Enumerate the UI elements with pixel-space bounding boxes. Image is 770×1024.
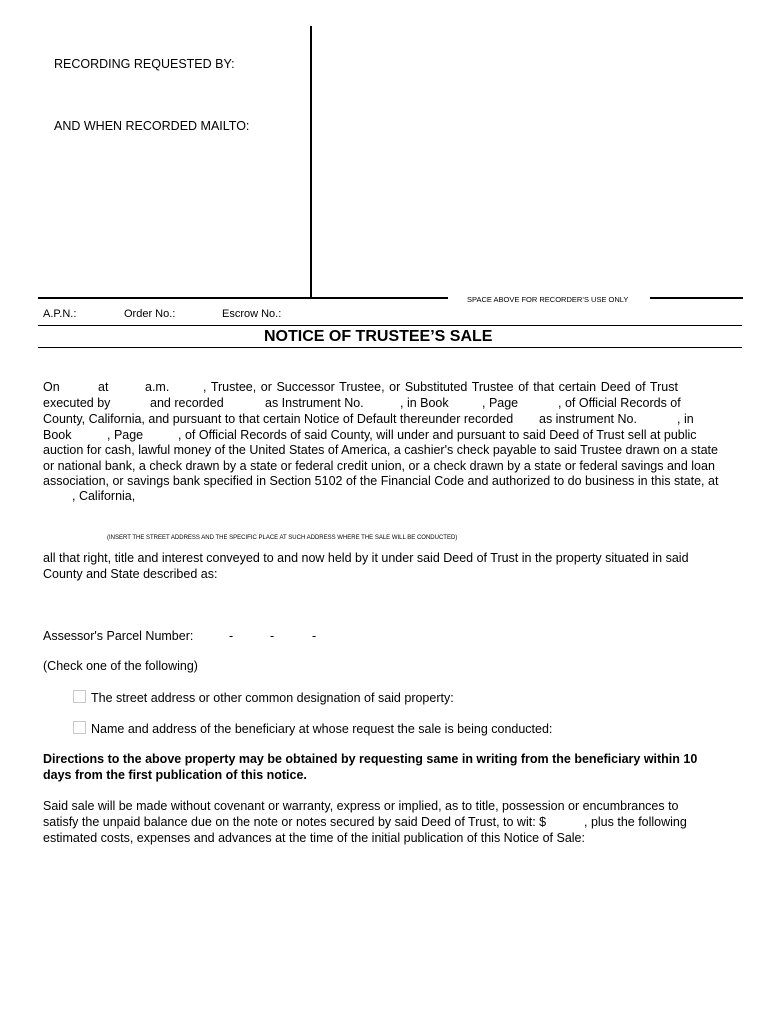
para3-line3: estimated costs, expenses and advances at the time of the initial publication of this Notice of Sale: — [43, 831, 585, 845]
para1-line7: association, or savings bank specified in Section 5102 of the Financial Code and authorized to do business in this state, at — [43, 474, 719, 488]
title-top-rule — [38, 325, 742, 326]
apn-number-label: Assessor's Parcel Number: — [43, 629, 194, 643]
para1-executed-by: executed by — [43, 396, 111, 410]
beneficiary-checkbox[interactable] — [73, 721, 86, 734]
para1-line3-a: County, California, and pursuant to that certain Notice of Default thereunder recorded — [43, 412, 514, 426]
para1-at: at — [98, 380, 109, 394]
header-bottom-rule-right — [650, 297, 743, 299]
header-bottom-rule-left — [38, 297, 448, 299]
para3-line2-a: satisfy the unpaid balance due on the note or notes secured by said Deed of Trust, to wit: $ — [43, 815, 547, 829]
apn-dash-1: - — [229, 629, 234, 643]
recorder-use-only-label: SPACE ABOVE FOR RECORDER’S USE ONLY — [467, 295, 629, 304]
para1-official-records: , of Official Records of — [558, 396, 681, 410]
street-address-checkbox[interactable] — [73, 690, 86, 703]
para3-line1: Said sale will be made without covenant or warranty, express or implied, as to title, possession or encumbrances to — [43, 799, 679, 813]
check-one-instruction: (Check one of the following) — [43, 659, 198, 673]
para1-line4-book: Book — [43, 428, 72, 442]
para1-line6: or national bank, a check drawn by a state or federal credit union, or a check drawn by a state or federal savings and loan — [43, 459, 715, 473]
street-address-option-label: The street address or other common designation of said property: — [91, 691, 454, 705]
page-title: NOTICE OF TRUSTEE’S SALE — [264, 328, 493, 345]
para1-line3-c: , in — [677, 412, 694, 426]
para1-line5: auction for cash, lawful money of the United States of America, a cashier's check payable to said Trustee drawn on a state — [43, 443, 718, 457]
escrow-number-label: Escrow No.: — [222, 308, 282, 320]
para1-as-instrument: as Instrument No. — [265, 396, 364, 410]
para1-line4-rest: , of Official Records of said County, will under and pursuant to said Deed of Trust sell at public — [178, 428, 697, 442]
directions-line1: Directions to the above property may be obtained by requesting same in writing from the beneficiary within 10 — [43, 752, 698, 766]
para1-line8: , California, — [72, 489, 136, 503]
para3-line2-b: , plus the following — [584, 815, 687, 829]
order-number-label: Order No.: — [124, 308, 176, 320]
para1-page: , Page — [482, 396, 519, 410]
directions-line2: days from the first publication of this notice. — [43, 768, 307, 782]
header-vertical-divider — [310, 26, 312, 298]
beneficiary-option-label: Name and address of the beneficiary at whose request the sale is being conducted: — [91, 722, 553, 736]
para1-am: a.m. — [145, 380, 170, 394]
para1-and-recorded: and recorded — [150, 396, 224, 410]
para1-line1-rest: , Trustee, or Successor Trustee, or Substituted Trustee of that certain Deed of Trust — [203, 380, 678, 394]
apn-label: A.P.N.: — [43, 308, 77, 320]
title-bottom-rule — [38, 347, 742, 348]
para2-line2: County and State described as: — [43, 567, 218, 581]
para1-on: On — [43, 380, 60, 394]
para1-in-book: , in Book — [400, 396, 449, 410]
mail-to-label: AND WHEN RECORDED MAILTO: — [54, 119, 250, 133]
apn-dash-3: - — [312, 629, 317, 643]
para1-line4-page: , Page — [107, 428, 144, 442]
recording-requested-by-label: RECORDING REQUESTED BY: — [54, 57, 235, 71]
para1-line3-b: as instrument No. — [539, 412, 637, 426]
para2-line1: all that right, title and interest conveyed to and now held by it under said Deed of Trust in the property situated in said — [43, 551, 689, 565]
apn-dash-2: - — [270, 629, 275, 643]
insert-address-note: (INSERT THE STREET ADDRESS AND THE SPECIFIC PLACE AT SUCH ADDRESS WHERE THE SALE WILL BE CONDUCTED) — [107, 535, 458, 541]
